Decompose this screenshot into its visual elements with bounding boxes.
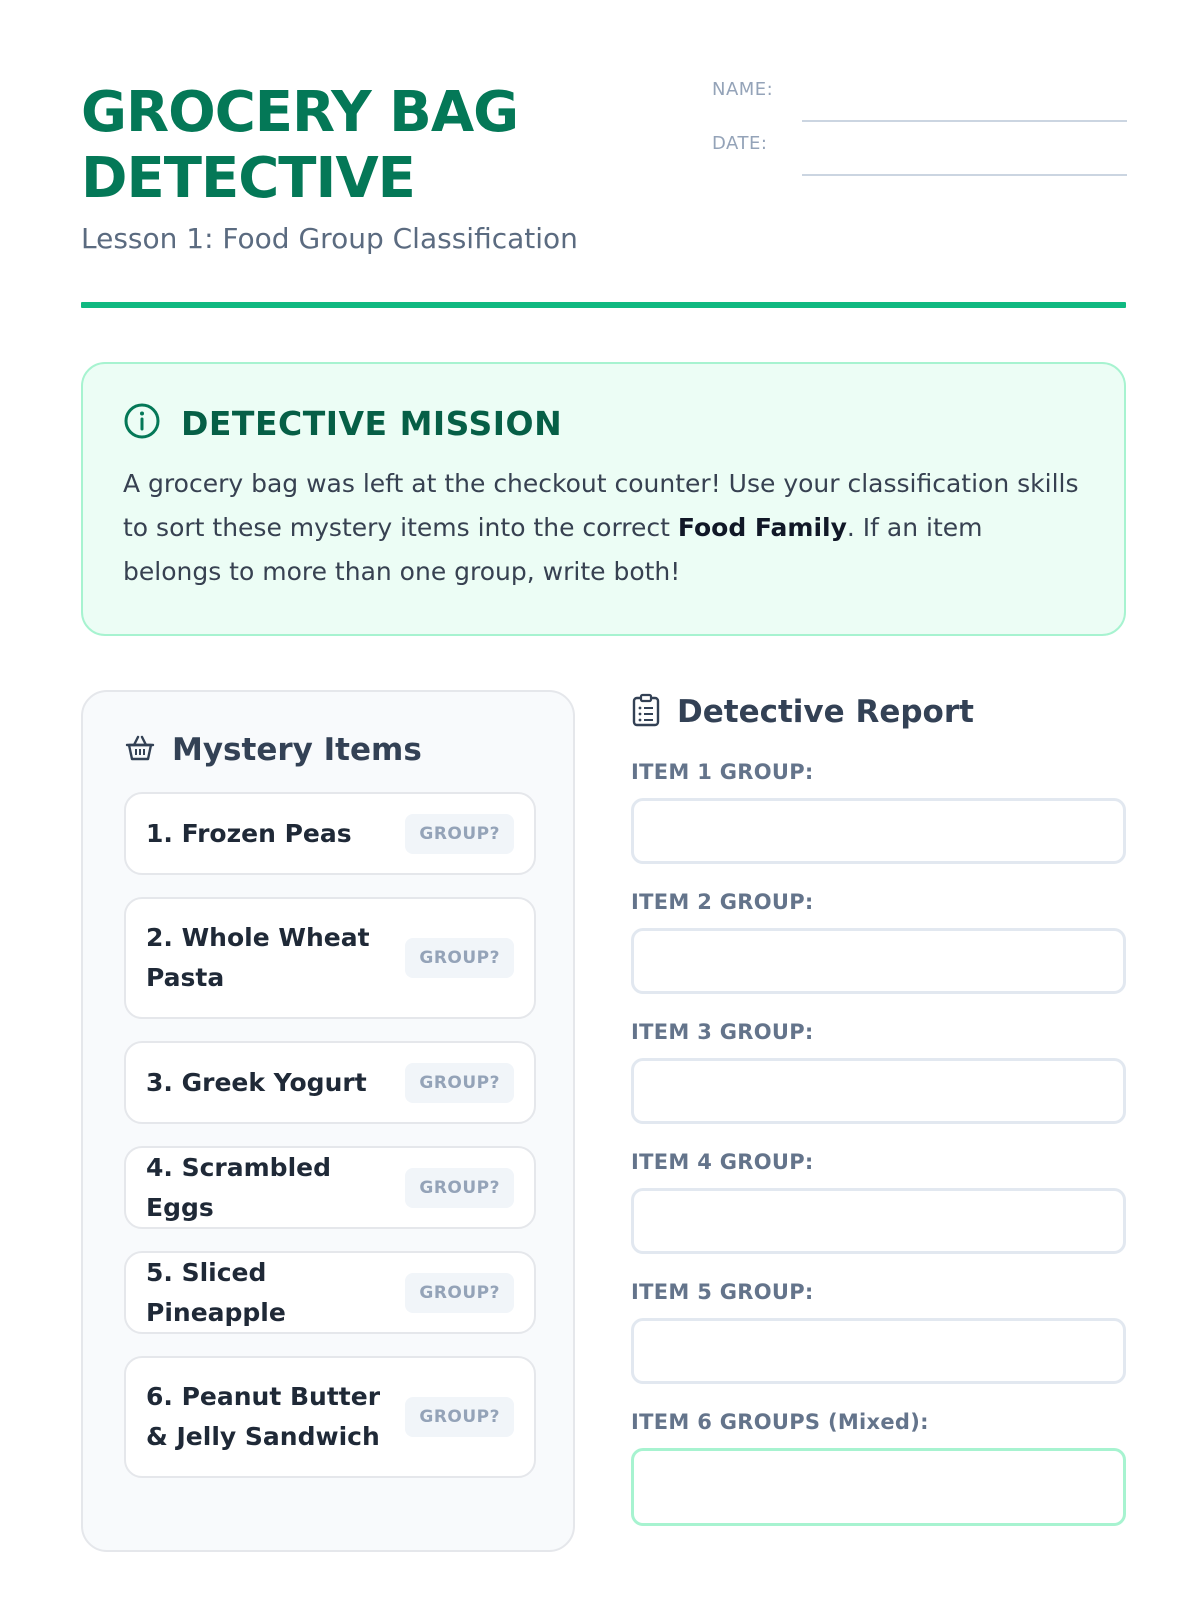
list-item bbox=[124, 792, 536, 875]
mystery-items-title: Mystery Items bbox=[172, 732, 422, 768]
detective-report bbox=[631, 690, 1126, 1526]
mission-text-part2: . If an item belongs to more than one group, write both! bbox=[123, 513, 983, 586]
date-label: DATE: bbox=[712, 133, 768, 154]
field-label: ITEM 1 GROUP: bbox=[631, 760, 814, 784]
item-name: 1. Frozen Peas bbox=[146, 818, 352, 848]
mission-title: DETECTIVE MISSION bbox=[181, 403, 563, 443]
worksheet-header bbox=[81, 80, 1126, 310]
info-circle-icon bbox=[123, 402, 161, 444]
clipboard-icon bbox=[631, 693, 661, 731]
report-field bbox=[631, 890, 1126, 994]
report-field bbox=[631, 760, 1126, 864]
item-name: 2. Whole Wheat Pasta bbox=[146, 923, 370, 992]
mission-box bbox=[81, 362, 1126, 636]
report-field bbox=[631, 1020, 1126, 1124]
field-label: ITEM 2 GROUP: bbox=[631, 890, 814, 914]
list-item bbox=[124, 1251, 536, 1334]
item-4-group-field[interactable] bbox=[631, 1188, 1126, 1254]
mystery-items-header bbox=[124, 732, 532, 768]
item-1-group-field[interactable] bbox=[631, 798, 1126, 864]
header-divider bbox=[81, 302, 1126, 308]
report-header bbox=[631, 690, 1126, 734]
item-name: 5. Sliced Pineapple bbox=[146, 1257, 286, 1327]
group-tag: GROUP? bbox=[405, 1063, 514, 1103]
group-tag: GROUP? bbox=[405, 814, 514, 854]
list-item bbox=[124, 1356, 536, 1478]
group-tag: GROUP? bbox=[405, 938, 514, 978]
item-6-groups-field[interactable] bbox=[631, 1448, 1126, 1526]
date-row bbox=[712, 134, 1127, 176]
mission-text-bold: Food Family bbox=[677, 513, 847, 542]
student-meta bbox=[712, 80, 1127, 188]
field-label: ITEM 4 GROUP: bbox=[631, 1150, 814, 1174]
group-tag: GROUP? bbox=[405, 1273, 514, 1313]
list-item bbox=[124, 897, 536, 1019]
mission-text-part1: A grocery bag was left at the checkout counter! Use your classification skills to sort these mystery items into the correct bbox=[123, 469, 1079, 542]
mission-header bbox=[123, 402, 1084, 444]
field-label: ITEM 5 GROUP: bbox=[631, 1280, 814, 1304]
item-name: 4. Scrambled Eggs bbox=[146, 1152, 331, 1222]
title-line-2: DETECTIVE bbox=[81, 146, 415, 211]
name-row bbox=[712, 80, 1127, 122]
item-5-group-field[interactable] bbox=[631, 1318, 1126, 1384]
basket-icon bbox=[124, 732, 156, 768]
group-tag: GROUP? bbox=[405, 1168, 514, 1208]
name-label: NAME: bbox=[712, 79, 774, 100]
item-name: 6. Peanut Butter & Jelly Sandwich bbox=[146, 1382, 381, 1451]
item-2-group-field[interactable] bbox=[631, 928, 1126, 994]
report-title: Detective Report bbox=[677, 694, 974, 730]
item-3-group-field[interactable] bbox=[631, 1058, 1126, 1124]
field-label: ITEM 3 GROUP: bbox=[631, 1020, 814, 1044]
report-field bbox=[631, 1150, 1126, 1254]
list-item bbox=[124, 1041, 536, 1124]
name-line[interactable] bbox=[802, 82, 1127, 122]
mystery-items-card bbox=[81, 690, 575, 1552]
group-tag: GROUP? bbox=[405, 1397, 514, 1437]
lesson-subtitle: Lesson 1: Food Group Classification bbox=[81, 222, 578, 255]
mission-text bbox=[123, 462, 1084, 594]
report-field bbox=[631, 1410, 1126, 1526]
item-name: 3. Greek Yogurt bbox=[146, 1067, 367, 1097]
list-item bbox=[124, 1146, 536, 1229]
date-line[interactable] bbox=[802, 136, 1127, 176]
mystery-item-list bbox=[124, 792, 532, 1478]
title-line-1: GROCERY BAG bbox=[81, 80, 519, 145]
field-label: ITEM 6 GROUPS (Mixed): bbox=[631, 1410, 929, 1434]
report-field bbox=[631, 1280, 1126, 1384]
